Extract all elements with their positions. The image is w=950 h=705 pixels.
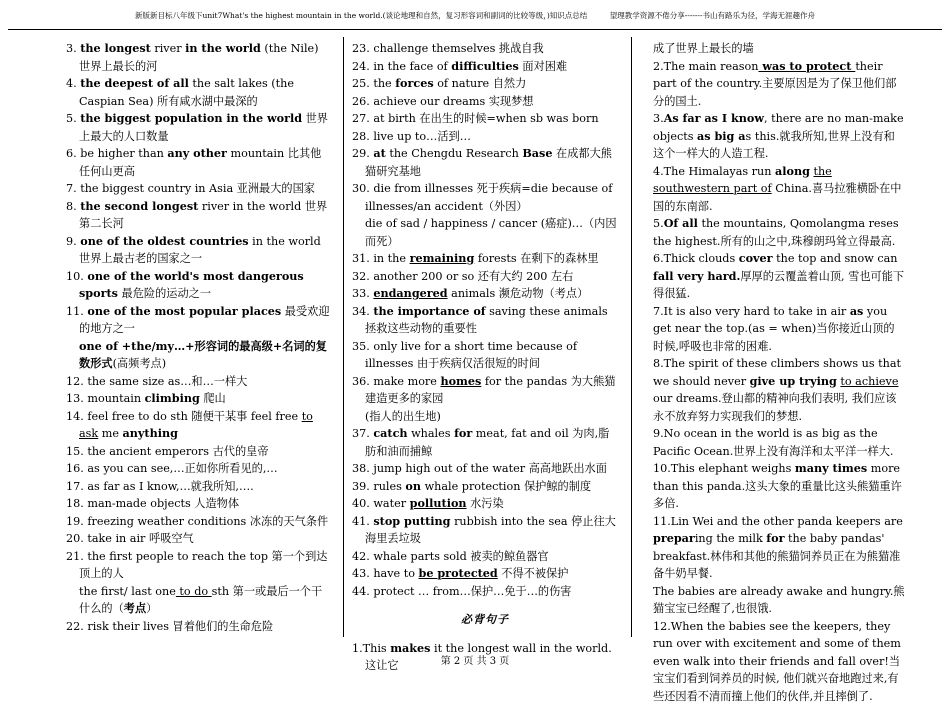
phrase-item: 4. the deepest of all the salt lakes (the Caspian Sea) 所有咸水湖中最深的 [66, 75, 330, 110]
phrase-item: 16. as you can see,…正如你所看见的,… [66, 460, 330, 478]
phrase-item: 6. be higher than any other mountain 比其他任何山更高 [66, 145, 330, 180]
phrase-item: 23. challenge themselves 挑战自我 [352, 40, 618, 58]
phrase-item: 40. water pollution 水污染 [352, 495, 618, 513]
phrase-item: 8. the second longest river in the world 世界第二长河 [66, 198, 330, 233]
sentence-item: 8.The spirit of these climbers shows us that we should never give up trying to achieve our dreams.登山都的精神向我们表明, 我们应该永不放弃努力实现我们的梦想. [640, 355, 905, 425]
sentence-item: 2.The main reason was to protect their part of the country.主要原因是为了保卫他们部分的国土. [640, 58, 905, 111]
sentence-item: 3.As far as I know, there are no man-make objects as big as this.就我所知,世界上没有和这个一样大的人造工程. [640, 110, 905, 163]
phrase-item: 10. one of the world's most dangerous sports 最危险的运动之一 [66, 268, 330, 303]
phrase-item: 19. freezing weather conditions 冰冻的天气条件 [66, 513, 330, 531]
phrase-item: 42. whale parts sold 被卖的鲸鱼器官 [352, 548, 618, 566]
phrase-item: 29. at the Chengdu Research Base 在成都大熊猫研究基地 [352, 145, 618, 180]
grammar-note: one of +the/my…+形容词的最高级+名词的复数形式(高频考点) [66, 338, 330, 373]
sentence-item: 6.Thick clouds cover the top and snow can fall very hard.厚厚的云覆盖着山顶, 雪也可能下得很猛. [640, 250, 905, 303]
sentence-item: 11.Lin Wei and the other panda keepers are preparing the milk for the baby pandas' breakfast.林伟和其他的熊猫饲养员正在为熊猫准备牛奶早餐. [640, 513, 905, 583]
page-header: 新版新目标八年级下unit7What's the highest mountain in the world.(谈论地理和自然，复习形容词和副词的比较等级，)知识点总结 望理教学资源不倦分享-------书山有路乐为径，学海无涯趣作舟 [8, 2, 942, 30]
section-title: 必背句子 [352, 611, 618, 629]
phrase-item: 39. rules on whale protection 保护鲸的制度 [352, 478, 618, 496]
phrase-item: 21. the first people to reach the top 第一个到达顶上的人 [66, 548, 330, 583]
phrase-item: 17. as far as I know,…就我所知,…. [66, 478, 330, 496]
sentence-item: 5.Of all the mountains, Qomolangma reses the highest.所有的山之中,珠穆朗玛耸立得最高. [640, 215, 905, 250]
phrase-item: 43. have to be protected 不得不被保护 [352, 565, 618, 583]
page-footer: 第 2 页 共 3 页 [0, 652, 950, 667]
phrase-note: (指人的出生地) [352, 408, 618, 426]
sentence-item: The babies are already awake and hungry.熊猫宝宝已经醒了,也很饿. [640, 583, 905, 618]
phrase-item: 3. the longest river in the world (the Nile) 世界上最长的河 [66, 40, 330, 75]
sentence-item: 10.This elephant weighs many times more than this panda.这头大象的重量比这头熊猫重许多倍. [640, 460, 905, 513]
sentence-item: 成了世界上最长的墙 [640, 40, 905, 58]
phrase-item: 12. the same size as…和…一样大 [66, 373, 330, 391]
phrase-item: 7. the biggest country in Asia 亚洲最大的国家 [66, 180, 330, 198]
phrase-item: 32. another 200 or so 还有大约 200 左右 [352, 268, 618, 286]
phrase-item: 13. mountain climbing 爬山 [66, 390, 330, 408]
phrase-item: 38. jump high out of the water 高高地跃出水面 [352, 460, 618, 478]
phrase-item: 22. risk their lives 冒着他们的生命危险 [66, 618, 330, 636]
phrase-item: 35. only live for a short time because of illnesses 由于疾病仅活很短的时间 [352, 338, 618, 373]
grammar-note: the first/ last one to do sth 第一或最后一个干什么的（考点） [66, 583, 330, 618]
phrase-item: 20. take in air 呼吸空气 [66, 530, 330, 548]
phrase-item: 18. man-made objects 人造物体 [66, 495, 330, 513]
sentence-item: 9.No ocean in the world is as big as the Pacific Ocean.世界上没有海洋和太平洋一样大. [640, 425, 905, 460]
phrase-item: 34. the importance of saving these animals 拯救这些动物的重要性 [352, 303, 618, 338]
phrase-item: 37. catch whales for meat, fat and oil 为肉,脂肪和油而捕鲸 [352, 425, 618, 460]
column-3 [640, 40, 905, 705]
column-1 [66, 40, 330, 635]
phrase-note: die of sad / happiness / cancer (癌症)…（内因而死） [352, 215, 618, 250]
phrase-item: 33. endangered animals 濒危动物（考点） [352, 285, 618, 303]
phrase-item: 44. protect … from…保护…免于…的伤害 [352, 583, 618, 601]
phrase-item: 14. feel free to do sth 随便干某事 feel free to ask me anything [66, 408, 330, 443]
sentence-item: 7.It is also very hard to take in air as you get near the top.(as = when)当你接近山顶的时候,呼吸也非常的困难. [640, 303, 905, 356]
phrase-item: 31. in the remaining forests 在剩下的森林里 [352, 250, 618, 268]
sentence-item: 4.The Himalayas run along the southwestern part of China.喜马拉雅横卧在中国的东南部. [640, 163, 905, 216]
sentence-item: 12.When the babies see the keepers, they run over with excitement and some of them even walk into their friends and fall over!当宝宝们看到饲养员的时候, 他们就兴奋地跑过来,有些还因看不清而撞上他们的伙伴,并且摔倒了. [640, 618, 905, 705]
phrase-item: 24. in the face of difficulties 面对困难 [352, 58, 618, 76]
phrase-item: 25. the forces of nature 自然力 [352, 75, 618, 93]
phrase-item: 36. make more homes for the pandas 为大熊猫建造更多的家园 [352, 373, 618, 408]
phrase-item: 28. live up to…活到… [352, 128, 618, 146]
phrase-item: 27. at birth 在出生的时候=when sb was born [352, 110, 618, 128]
phrase-item: 9. one of the oldest countries in the world 世界上最古老的国家之一 [66, 233, 330, 268]
phrase-item: 26. achieve our dreams 实现梦想 [352, 93, 618, 111]
phrase-item: 15. the ancient emperors 古代的皇帝 [66, 443, 330, 461]
phrase-item: 5. the biggest population in the world 世界上最大的人口数量 [66, 110, 330, 145]
column-2 [352, 40, 618, 675]
sentence-item: 1.This makes it the longest wall in the world.这让它 [352, 640, 618, 675]
phrase-item: 11. one of the most popular places 最受欢迎的地方之一 [66, 303, 330, 338]
phrase-item: 41. stop putting rubbish into the sea 停止往大海里丢垃圾 [352, 513, 618, 548]
phrase-item: 30. die from illnesses 死于疾病=die because of illnesses/an accident（外因） [352, 180, 618, 215]
